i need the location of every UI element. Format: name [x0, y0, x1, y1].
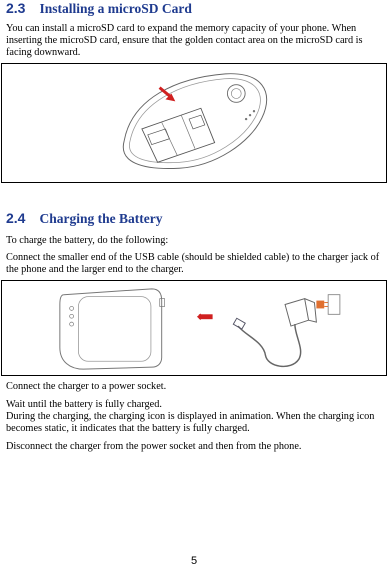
- battery-step-animation: During the charging, the charging icon is displayed in animation. When the charging icon becomes static, it indicates that the battery is fully charged.: [6, 411, 375, 434]
- section-heading-battery: [6, 210, 162, 227]
- section-title: Installing a microSD Card: [39, 1, 192, 16]
- battery-step-wait: Wait until the battery is fully charged.: [6, 399, 162, 410]
- phone-back-microsd-illustration: [2, 64, 386, 182]
- charging-figure: [1, 280, 387, 376]
- section-number: 2.4: [6, 210, 26, 226]
- section-title: Charging the Battery: [39, 211, 163, 226]
- battery-intro: To charge the battery, do the following:: [6, 235, 169, 246]
- page-number: 5: [190, 555, 198, 567]
- microsd-description: You can install a microSD card to expand the memory capacity of your phone. When inserting the microSD card, ensure that the golden contact area on the microSD card is facing downward.: [6, 23, 363, 58]
- microsd-figure: [1, 63, 387, 183]
- battery-step-disconnect: Disconnect the charger from the power socket and then from the phone.: [6, 441, 302, 452]
- phone-and-charger-illustration: [2, 281, 386, 375]
- battery-step-socket: Connect the charger to a power socket.: [6, 381, 167, 392]
- section-heading-microsd: [6, 0, 192, 17]
- section-number: 2.3: [6, 0, 26, 16]
- battery-step-usb: Connect the smaller end of the USB cable (should be shielded cable) to the charger jack of the phone and the larger end to the charger.: [6, 252, 380, 275]
